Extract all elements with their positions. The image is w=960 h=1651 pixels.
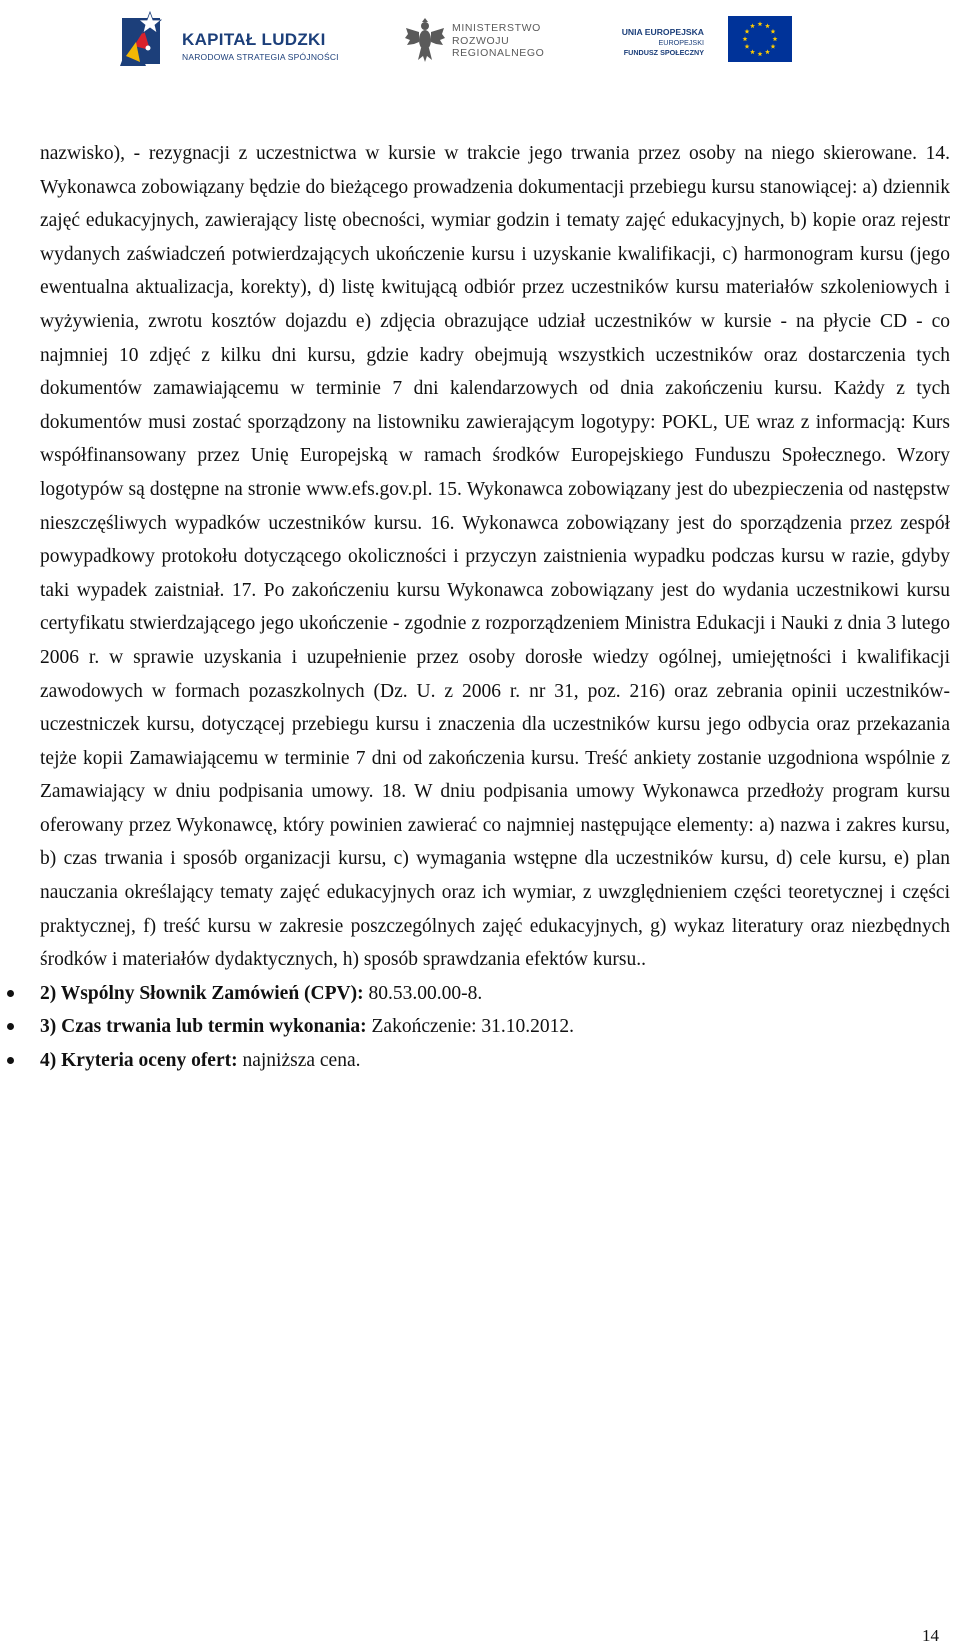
ministry-logo [404, 18, 564, 66]
list-item-value: Zakończenie: 31.10.2012. [366, 1016, 575, 1038]
bullet-icon [7, 990, 14, 997]
bullet-icon [7, 1057, 14, 1064]
kapital-ludzki-logo [120, 6, 340, 70]
bullet-icon [7, 1023, 14, 1030]
ministry-line-1: MINISTERSTWO [452, 22, 541, 34]
eu-line-2: EUROPEJSKI [658, 38, 704, 47]
ministry-name [452, 22, 544, 60]
list-item [40, 1044, 950, 1077]
list-item-value: 80.53.00.00-8. [363, 982, 483, 1004]
eu-text [616, 26, 704, 58]
list-item [40, 1010, 950, 1043]
eu-logo [616, 16, 792, 66]
list-item-label: 3) Czas trwania lub termin wykonania: [40, 1016, 367, 1038]
list-item-label: 2) Wspólny Słownik Zamówień (CPV): [40, 982, 364, 1004]
eu-line-3: FUNDUSZ SPOŁECZNY [623, 48, 704, 57]
page-number: 14 [922, 1626, 939, 1645]
polish-eagle-icon [404, 18, 446, 64]
ministry-line-2: ROZWOJU [452, 34, 510, 47]
summary-list [40, 977, 950, 1077]
document-body [40, 137, 950, 1077]
kapital-ludzki-title: KAPITAŁ LUDZKI [182, 30, 326, 49]
body-paragraph: nazwisko), - rezygnacji z uczestnictwa w kursie w trakcie jego trwania przez osoby na niego skierowane. 14. Wykonawca zobowiązany będzie do bieżącego prowadzenia dokumentacji przebiegu kursu stanowiącej: a) dziennik zajęć edukacyjnych, zawierający listę obecności, wymiar godzin i tematy zajęć edukacyjnych, b) kopie oraz rejestr wydanych zaświadczeń potwierdzających ukończenie kursu i uzyskanie kwalifikacji, c) harmonogram kursu (jego ewentualna aktualizacja, korekty), d) listę kwitującą odbiór przez uczestników kursu materiałów szkoleniowych i wyżywienia, zwrotu kosztów dojazdu e) zdjęcia obrazujące udział uczestników w kursie - na płycie CD - co najmniej 10 zdjęć z kilku dni kursu, gdzie kadry obejmują wszystkich uczestników oraz dostarczenia tych dokumentów zamawiającemu w terminie 7 dni kalendarzowych od dnia zakończeniu kursu. Każdy z tych dokumentów musi zostać sporządzony na listowniku zawierającym logotypy: POKL, UE wraz z informacją: Kurs współfinansowany przez Unię Europejską w ramach środków Europejskiego Funduszu Społecznego. Wzory logotypów są dostępne na stronie www.efs.gov.pl. 15. Wykonawca zobowiązany jest do ubezpieczenia od następstw nieszczęśliwych wypadków uczestników kursu. 16. Wykonawca zobowiązany jest do sporządzenia przez zespół powypadkowy protokołu dotyczącego okoliczności i przyczyn zaistnienia wypadku podczas kursu w razie, gdyby taki wypadek zaistniał. 17. Po zakończeniu kursu Wykonawca zobowiązany jest do wydania uczestnikowi kursu certyfikatu stwierdzającego jego ukończenie - zgodnie z rozporządzeniem Ministra Edukacji i Nauki z dnia 3 lutego 2006 r. w sprawie uzyskania i uzupełnienie przez osoby dorosłe wiedzy ogólnej, umiejętności i kwalifikacji zawodowych w formach pozaszkolnych (Dz. U. z 2006 r. nr 31, poz. 216) oraz zebrania opinii uczestników- uczestniczek kursu, dotyczącej przebiegu kursu i znaczenia dla uczestników kursu jego odbycia oraz przekazania tejże kopii Zamawiającemu w terminie 7 dni od zakończenia kursu. Treść ankiety zostanie uzgodniona wspólnie z Zamawiający w dniu podpisania umowy. 18. W dniu podpisania umowy Wykonawca przedłoży program kursu oferowany przez Wykonawcę, który powinien zawierać co najmniej następujące elementy: a) nazwa i zakres kursu, b) czas trwania i sposób organizacji kursu, c) wymagania wstępne dla uczestników kursu, d) cele kursu, e) plan nauczania określający tematy zajęć edukacyjnych oraz ich wymiar, z uwzględnieniem części teoretycznej i części praktycznej, f) treść kursu w zakresie poszczególnych zajęć edukacyjnych, g) wykaz literatury oraz niezbędnych środków i materiałów dydaktycznych, h) sposób sprawdzania efektów kursu.. [40, 143, 950, 971]
page-header [0, 0, 960, 80]
eu-line-1: UNIA EUROPEJSKA [621, 27, 704, 37]
ministry-line-3: REGIONALNEGO [452, 47, 545, 59]
list-item-value: najniższa cena. [237, 1049, 361, 1071]
list-item-label: 4) Kryteria oceny ofert: [40, 1049, 238, 1071]
list-item [40, 977, 950, 1010]
kapital-ludzki-emblem-icon [120, 6, 180, 70]
eu-flag-icon [728, 16, 792, 62]
kapital-ludzki-subtitle: NARODOWA STRATEGIA SPÓJNOŚCI [182, 52, 339, 62]
